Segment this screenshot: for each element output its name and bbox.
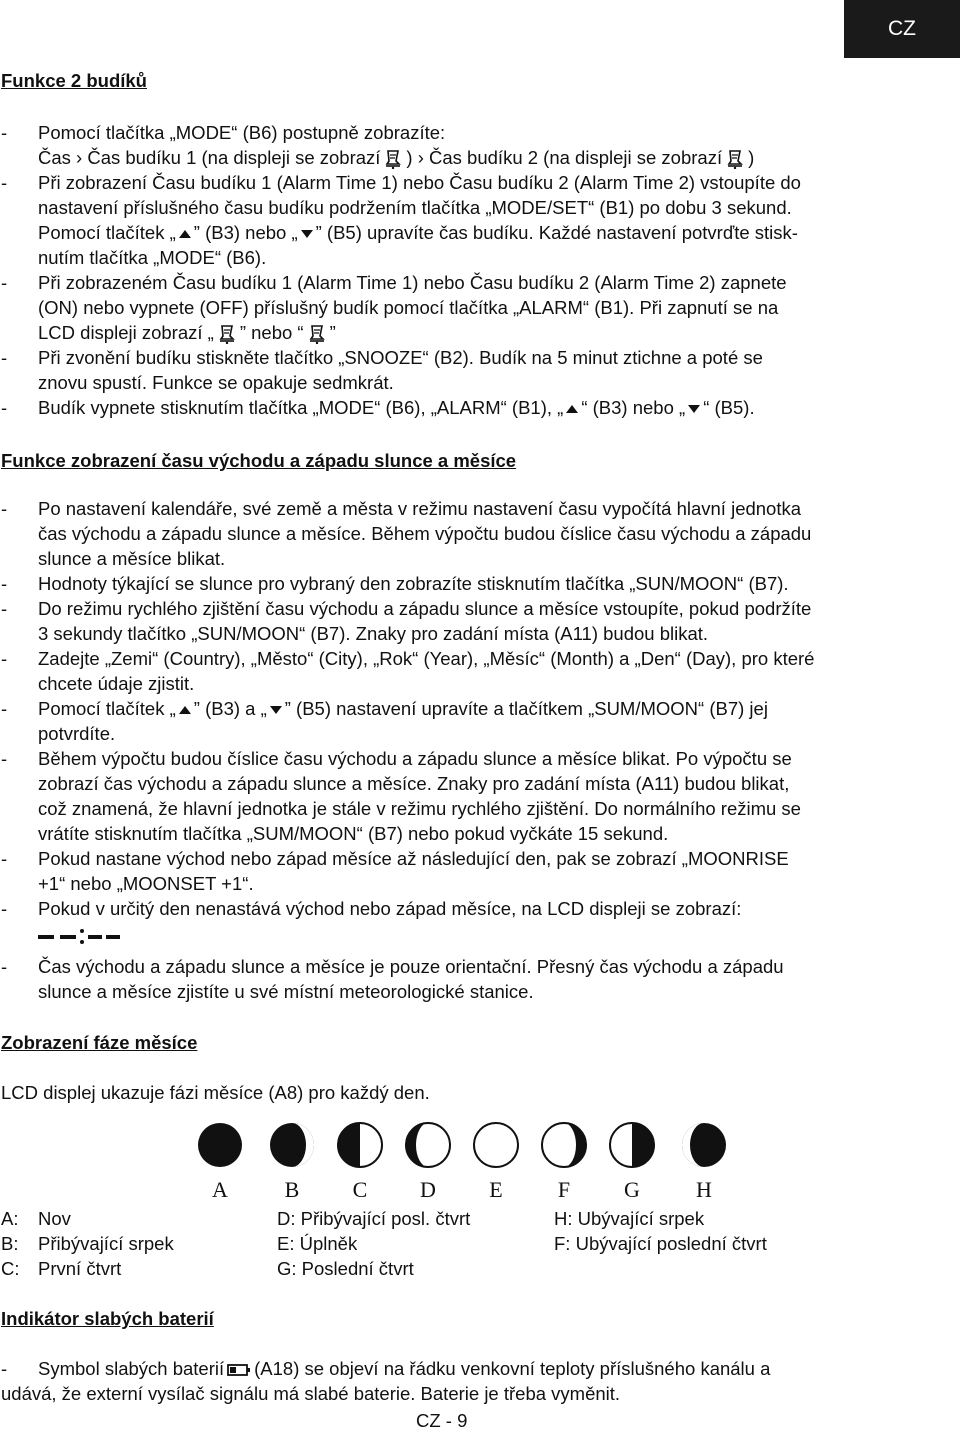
legend-value: Nov bbox=[38, 1208, 71, 1229]
text-line: LCD displeji zobrazí „ ” nebo “ ” bbox=[38, 322, 336, 343]
text-line: Hodnoty týkající se slunce pro vybraný den zobrazíte stisknutím tlačítka „SUN/MOON“ (B7). bbox=[38, 573, 789, 594]
moon-phase-d-icon bbox=[406, 1123, 450, 1167]
text-line: Během výpočtu budou číslice času východu a západu slunce a měsíce blikat. Po výpočtu se bbox=[38, 748, 792, 769]
moon-phase-b-icon bbox=[270, 1123, 314, 1167]
text-line: chcete údaje zjistit. bbox=[38, 673, 195, 694]
bullet-dash: - bbox=[1, 347, 8, 368]
moon-phase-letter: B bbox=[284, 1177, 300, 1202]
text-line: slunce a měsíce zjistíte u své místní meteorologické stanice. bbox=[38, 981, 534, 1002]
text-line: Pokud nastane východ nebo západ měsíce až následující den, pak se zobrazí „MOONRISE bbox=[38, 848, 789, 869]
moon-phase-letter: G bbox=[624, 1177, 640, 1202]
text-line: Při zvonění budíku stiskněte tlačítko „SNOOZE“ (B2). Budík na 5 minut ztichne a poté se bbox=[38, 347, 763, 368]
text-line: Při zobrazení Času budíku 1 (Alarm Time 1) nebo Času budíku 2 (Alarm Time 2) vstoupíte do bbox=[38, 172, 801, 193]
moon-phase-strip bbox=[190, 1118, 750, 1174]
bullet-dash: - bbox=[1, 898, 8, 919]
alarm-2-bell-icon bbox=[308, 324, 326, 344]
legend-entry: D: Přibývající posl. čtvrt bbox=[277, 1208, 471, 1229]
moon-phase-letter: E bbox=[489, 1177, 503, 1202]
text-line: Pokud v určitý den nenastává východ nebo západ měsíce, na LCD displeji se zobrazí: bbox=[38, 898, 742, 919]
section-heading-moon-phase: Zobrazení fáze měsíce bbox=[1, 1032, 198, 1053]
text-line: Symbol slabých baterií (A18) se objeví na řádku venkovní teploty příslušného kanálu a bbox=[38, 1358, 771, 1379]
text-line: Čas › Čas budíku 1 (na displeji se zobrazí ) › Čas budíku 2 (na displeji se zobrazí ) bbox=[38, 147, 755, 168]
moon-phase-e-icon bbox=[474, 1123, 518, 1167]
bullet-dash: - bbox=[1, 498, 8, 519]
text-line: zobrazí čas východu a západu slunce a měsíce. Znaky pro zadání místa (A11) budou blikat, bbox=[38, 773, 790, 794]
legend-key: C: bbox=[1, 1258, 20, 1279]
moon-phase-letter: C bbox=[352, 1177, 368, 1202]
legend-value: První čtvrt bbox=[38, 1258, 122, 1279]
up-arrow-icon bbox=[178, 229, 192, 239]
text-line: slunce a měsíce blikat. bbox=[38, 548, 226, 569]
alarm-1-bell-icon bbox=[384, 149, 402, 169]
moon-phase-h-icon bbox=[682, 1123, 726, 1167]
language-badge: CZ bbox=[844, 0, 960, 58]
bullet-dash: - bbox=[1, 172, 8, 193]
legend-key: A: bbox=[1, 1208, 19, 1229]
text-line: nastavení příslušného času budíku podržením tlačítka „MODE/SET“ (B1) po dobu 3 sekund. bbox=[38, 197, 792, 218]
down-arrow-icon bbox=[300, 229, 314, 239]
no-rise-set-dashes-icon bbox=[38, 926, 122, 946]
text-line: LCD displej ukazuje fázi měsíce (A8) pro každý den. bbox=[1, 1082, 430, 1103]
bullet-dash: - bbox=[1, 573, 8, 594]
text-line: Pomocí tlačítek „ ” (B3) a „ ” (B5) nastavení upravíte a tlačítkem „SUM/MOON“ (B7) jej bbox=[38, 698, 768, 719]
moon-phase-letter: D bbox=[420, 1177, 436, 1202]
up-arrow-icon bbox=[178, 705, 192, 715]
up-arrow-icon bbox=[565, 404, 579, 414]
legend-entry: F: Ubývající poslední čtvrt bbox=[554, 1233, 767, 1254]
bullet-dash: - bbox=[1, 698, 8, 719]
text-line: čas východu a západu slunce a měsíce. Během výpočtu budou číslice času východu a západu bbox=[38, 523, 812, 544]
bullet-dash: - bbox=[1, 272, 8, 293]
text-line: +1“ nebo „MOONSET +1“. bbox=[38, 873, 254, 894]
moon-phase-g-icon bbox=[610, 1123, 654, 1167]
down-arrow-icon bbox=[687, 404, 701, 414]
text-line: znovu spustí. Funkce se opakuje sedmkrát. bbox=[38, 372, 394, 393]
text-line: nutím tlačítka „MODE“ (B6). bbox=[38, 247, 267, 268]
legend-key: B: bbox=[1, 1233, 19, 1254]
low-battery-icon bbox=[227, 1364, 251, 1376]
text-line: vrátíte stisknutím tlačítka „SUM/MOON“ (B7) nebo pokud vyčkáte 15 sekund. bbox=[38, 823, 669, 844]
bullet-dash: - bbox=[1, 1358, 8, 1379]
moon-phase-letters bbox=[190, 1177, 750, 1203]
bullet-dash: - bbox=[1, 848, 8, 869]
text-line: Při zobrazeném Času budíku 1 (Alarm Time 1) nebo Času budíku 2 (Alarm Time 2) zapnete bbox=[38, 272, 787, 293]
text-line: potvrdíte. bbox=[38, 723, 116, 744]
text-line: (ON) nebo vypnete (OFF) příslušný budík pomocí tlačítka „ALARM“ (B1). Při zapnutí se na bbox=[38, 297, 779, 318]
text-line: Po nastavení kalendáře, své země a města v režimu nastavení času vypočítá hlavní jednotka bbox=[38, 498, 802, 519]
text-line: Budík vypnete stisknutím tlačítka „MODE“ (B6), „ALARM“ (B1), „ “ (B3) nebo „ “ (B5). bbox=[38, 397, 755, 418]
text-line: udává, že externí vysílač signálu má slabé baterie. Baterie je třeba vyměnit. bbox=[1, 1383, 621, 1404]
section-heading-battery: Indikátor slabých baterií bbox=[1, 1308, 214, 1329]
bullet-dash: - bbox=[1, 956, 8, 977]
moon-phase-a-icon bbox=[198, 1123, 242, 1167]
alarm-1-bell-icon bbox=[218, 324, 236, 344]
moon-phase-letter: H bbox=[696, 1177, 712, 1202]
page-number: CZ - 9 bbox=[416, 1410, 468, 1431]
bullet-dash: - bbox=[1, 648, 8, 669]
legend-entry: H: Ubývající srpek bbox=[554, 1208, 705, 1229]
bullet-dash: - bbox=[1, 122, 8, 143]
bullet-dash: - bbox=[1, 748, 8, 769]
section-heading-sun-moon: Funkce zobrazení času východu a západu slunce a měsíce bbox=[1, 450, 517, 471]
legend-value: Přibývající srpek bbox=[38, 1233, 174, 1254]
moon-phase-letter: A bbox=[212, 1177, 228, 1202]
text-line: Pomocí tlačítek „ ” (B3) nebo „ ” (B5) upravíte čas budíku. Každé nastavení potvrďte stisk- bbox=[38, 222, 798, 243]
text-line: což znamená, že hlavní jednotka je stále v režimu rychlého zjištění. Do normálního režimu se bbox=[38, 798, 801, 819]
moon-phase-f-icon bbox=[542, 1123, 586, 1167]
text-line: Zadejte „Zemi“ (Country), „Město“ (City), „Rok“ (Year), „Měsíc“ (Month) a „Den“ (Day), pro které bbox=[38, 648, 815, 669]
down-arrow-icon bbox=[269, 705, 283, 715]
alarm-2-bell-icon bbox=[726, 149, 744, 169]
legend-entry: G: Poslední čtvrt bbox=[277, 1258, 414, 1279]
text-line: Pomocí tlačítka „MODE“ (B6) postupně zobrazíte: bbox=[38, 122, 446, 143]
legend-entry: E: Úplněk bbox=[277, 1233, 358, 1254]
text-line: Do režimu rychlého zjištění času východu a západu slunce a měsíce vstoupíte, pokud podržíte bbox=[38, 598, 812, 619]
bullet-dash: - bbox=[1, 397, 8, 418]
text-line: 3 sekundy tlačítko „SUN/MOON“ (B7). Znaky pro zadání místa (A11) budou blikat. bbox=[38, 623, 709, 644]
text-line: Čas východu a západu slunce a měsíce je pouze orientační. Přesný čas východu a západu bbox=[38, 956, 784, 977]
moon-phase-c-icon bbox=[338, 1123, 382, 1167]
moon-phase-letter: F bbox=[557, 1177, 571, 1202]
section-heading-alarms: Funkce 2 budíků bbox=[1, 70, 147, 91]
bullet-dash: - bbox=[1, 598, 8, 619]
